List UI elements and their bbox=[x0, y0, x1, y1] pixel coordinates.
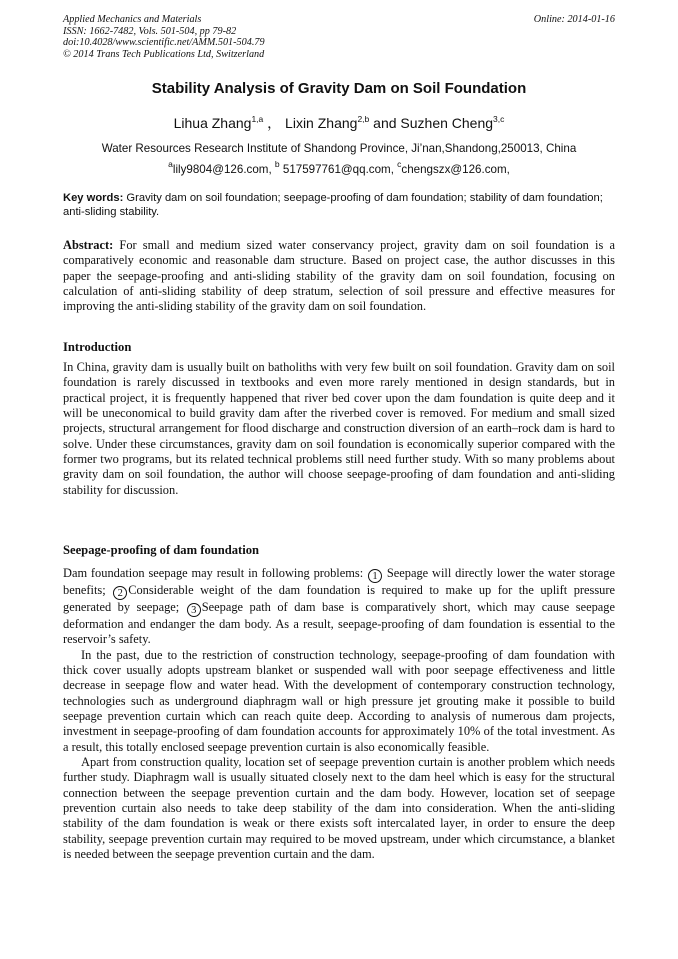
keywords bbox=[63, 191, 615, 219]
seepage-lead: Dam foundation seepage may result in following problems: bbox=[63, 566, 364, 580]
author-3-affil-mark: 3,c bbox=[493, 114, 505, 124]
circled-number-2: 2 bbox=[113, 586, 127, 600]
circled-number-1: 1 bbox=[368, 569, 382, 583]
email-b[interactable]: 517597761@qq.com, bbox=[282, 163, 394, 176]
email-a-mark: a bbox=[168, 159, 173, 169]
email-c[interactable]: chengszx@126.com, bbox=[401, 163, 510, 176]
seepage-problem-1: Seepage will directly lower the water storage benefits; bbox=[63, 566, 615, 597]
introduction-heading: Introduction bbox=[63, 340, 132, 354]
publication-header bbox=[63, 14, 615, 60]
email-list bbox=[63, 159, 615, 177]
journal-name: Applied Mechanics and Materials bbox=[63, 14, 202, 25]
abstract-text: For small and medium sized water conservancy project, gravity dam on soil foundation is a comparatively economic and reasonable dam structure. Based on project case, the author discusses in this paper the seepage-proofing and anti-sliding stability of the gravity dam on soil foundation, focusing on calculation of anti-sliding stability of deep stratum, selection of soil pressure and effective measures for improving the anti-sliding stability of the gravity dam on soil foundation. bbox=[63, 238, 615, 314]
issn-line: ISSN: 1662-7482, Vols. 501-504, pp 79-82 bbox=[63, 25, 237, 37]
doi-line[interactable]: doi:10.4028/www.scientific.net/AMM.501-504.79 bbox=[63, 37, 265, 49]
circled-number-3: 3 bbox=[187, 603, 201, 617]
author-1: Lihua Zhang bbox=[173, 115, 252, 131]
author-1-affil-mark: 1,a bbox=[251, 114, 264, 124]
keywords-label: Key words: bbox=[63, 192, 124, 204]
author-separator-1: ， bbox=[267, 115, 282, 131]
seepage-paragraph-1 bbox=[63, 566, 615, 648]
abstract bbox=[63, 238, 615, 315]
copyright-line: © 2014 Trans Tech Publications Ltd, Switzerland bbox=[63, 48, 265, 60]
paper-title: Stability Analysis of Gravity Dam on Soil Foundation bbox=[151, 80, 527, 97]
author-2-affil-mark: 2,b bbox=[357, 114, 370, 124]
abstract-label: Abstract: bbox=[63, 238, 114, 252]
author-list bbox=[63, 115, 615, 132]
seepage-section bbox=[63, 566, 615, 863]
online-date: Online: 2014-01-16 bbox=[533, 14, 615, 25]
email-c-mark: c bbox=[397, 159, 402, 169]
seepage-paragraph-3: Apart from construction quality, location set of seepage prevention curtain is another problem which needs further study. Diaphragm wall is usually situated closely next to the dam heel which is easy for the structural connection between the seepage prevention curtain and the dam body. However, location set of seepage prevention curtain also needs to take deep stability of the dam into consideration. When the anti-sliding stability of the dam foundation is weak or there exists soft intercalated layer, in order to ensure the deep stability, seepage prevention curtain may required to be moved upstream, under which circumstance, a blanket is needed between the seepage prevention curtain and the dam. bbox=[63, 755, 615, 862]
author-3: Suzhen Cheng bbox=[400, 115, 494, 131]
introduction-paragraph: In China, gravity dam is usually built on batholiths with very few built on soil foundation. Gravity dam on soil foundation is rarely discussed in textbooks and even more rarely mentioned in design standards, but in practical project, it is frequently happened that river bed cover upon the dam foundation is quite deep and it will be uneconomical to build gravity dam after the riverbed cover is removed. For medium and small sized projects, structural arrangement for flood discharge and construction diversion of an earth–rock dam is hard to solve. Under these circumstances, gravity dam on soil foundation is economically superior compared with the former two programs, but its related technical problems still need further study. With so many problems about gravity dam on soil foundation, the author will choose seepage-proofing of dam foundation and anti-sliding stability for discussion. bbox=[63, 360, 615, 497]
keywords-text: Gravity dam on soil foundation; seepage-proofing of dam foundation; stability of dam foundation; anti-sliding stability. bbox=[63, 192, 603, 218]
author-separator-2: and bbox=[373, 115, 397, 131]
seepage-problem-2: Considerable weight of the dam foundation is required to make up for the uplift pressure generated by seepage; bbox=[63, 583, 615, 614]
seepage-heading: Seepage-proofing of dam foundation bbox=[63, 543, 260, 557]
email-a[interactable]: lily9804@126.com, bbox=[172, 163, 272, 176]
seepage-problem-3: Seepage path of dam base is comparatively short, which may cause seepage deformation and endanger the dam body. As a result, seepage-proofing of dam foundation is essential to the reservoir’s safety. bbox=[63, 600, 615, 647]
affiliation: Water Resources Research Institute of Shandong Province, Ji’nan,Shandong,250013, China bbox=[101, 142, 577, 155]
author-2: Lixin Zhang bbox=[285, 115, 358, 131]
seepage-paragraph-2: In the past, due to the restriction of construction technology, seepage-proofing of dam foundation with thick cover usually adopts upstream blanket or suspended wall with poor seepage effectiveness and little decrease in seepage flow and water head. With the development of contemporary construction technology, technologies such as underground diaphragm wall or high pressure jet grouting make it possible to build seepage prevention curtain which can reach quite deep. According to analysis of numerous dam projects, investment in seepage-proofing of dam foundation accounts for approximately 10% of the total investment. As a result, this totally enclosed seepage prevention curtain is also economically feasible. bbox=[63, 647, 615, 754]
email-b-mark: b bbox=[274, 159, 280, 169]
